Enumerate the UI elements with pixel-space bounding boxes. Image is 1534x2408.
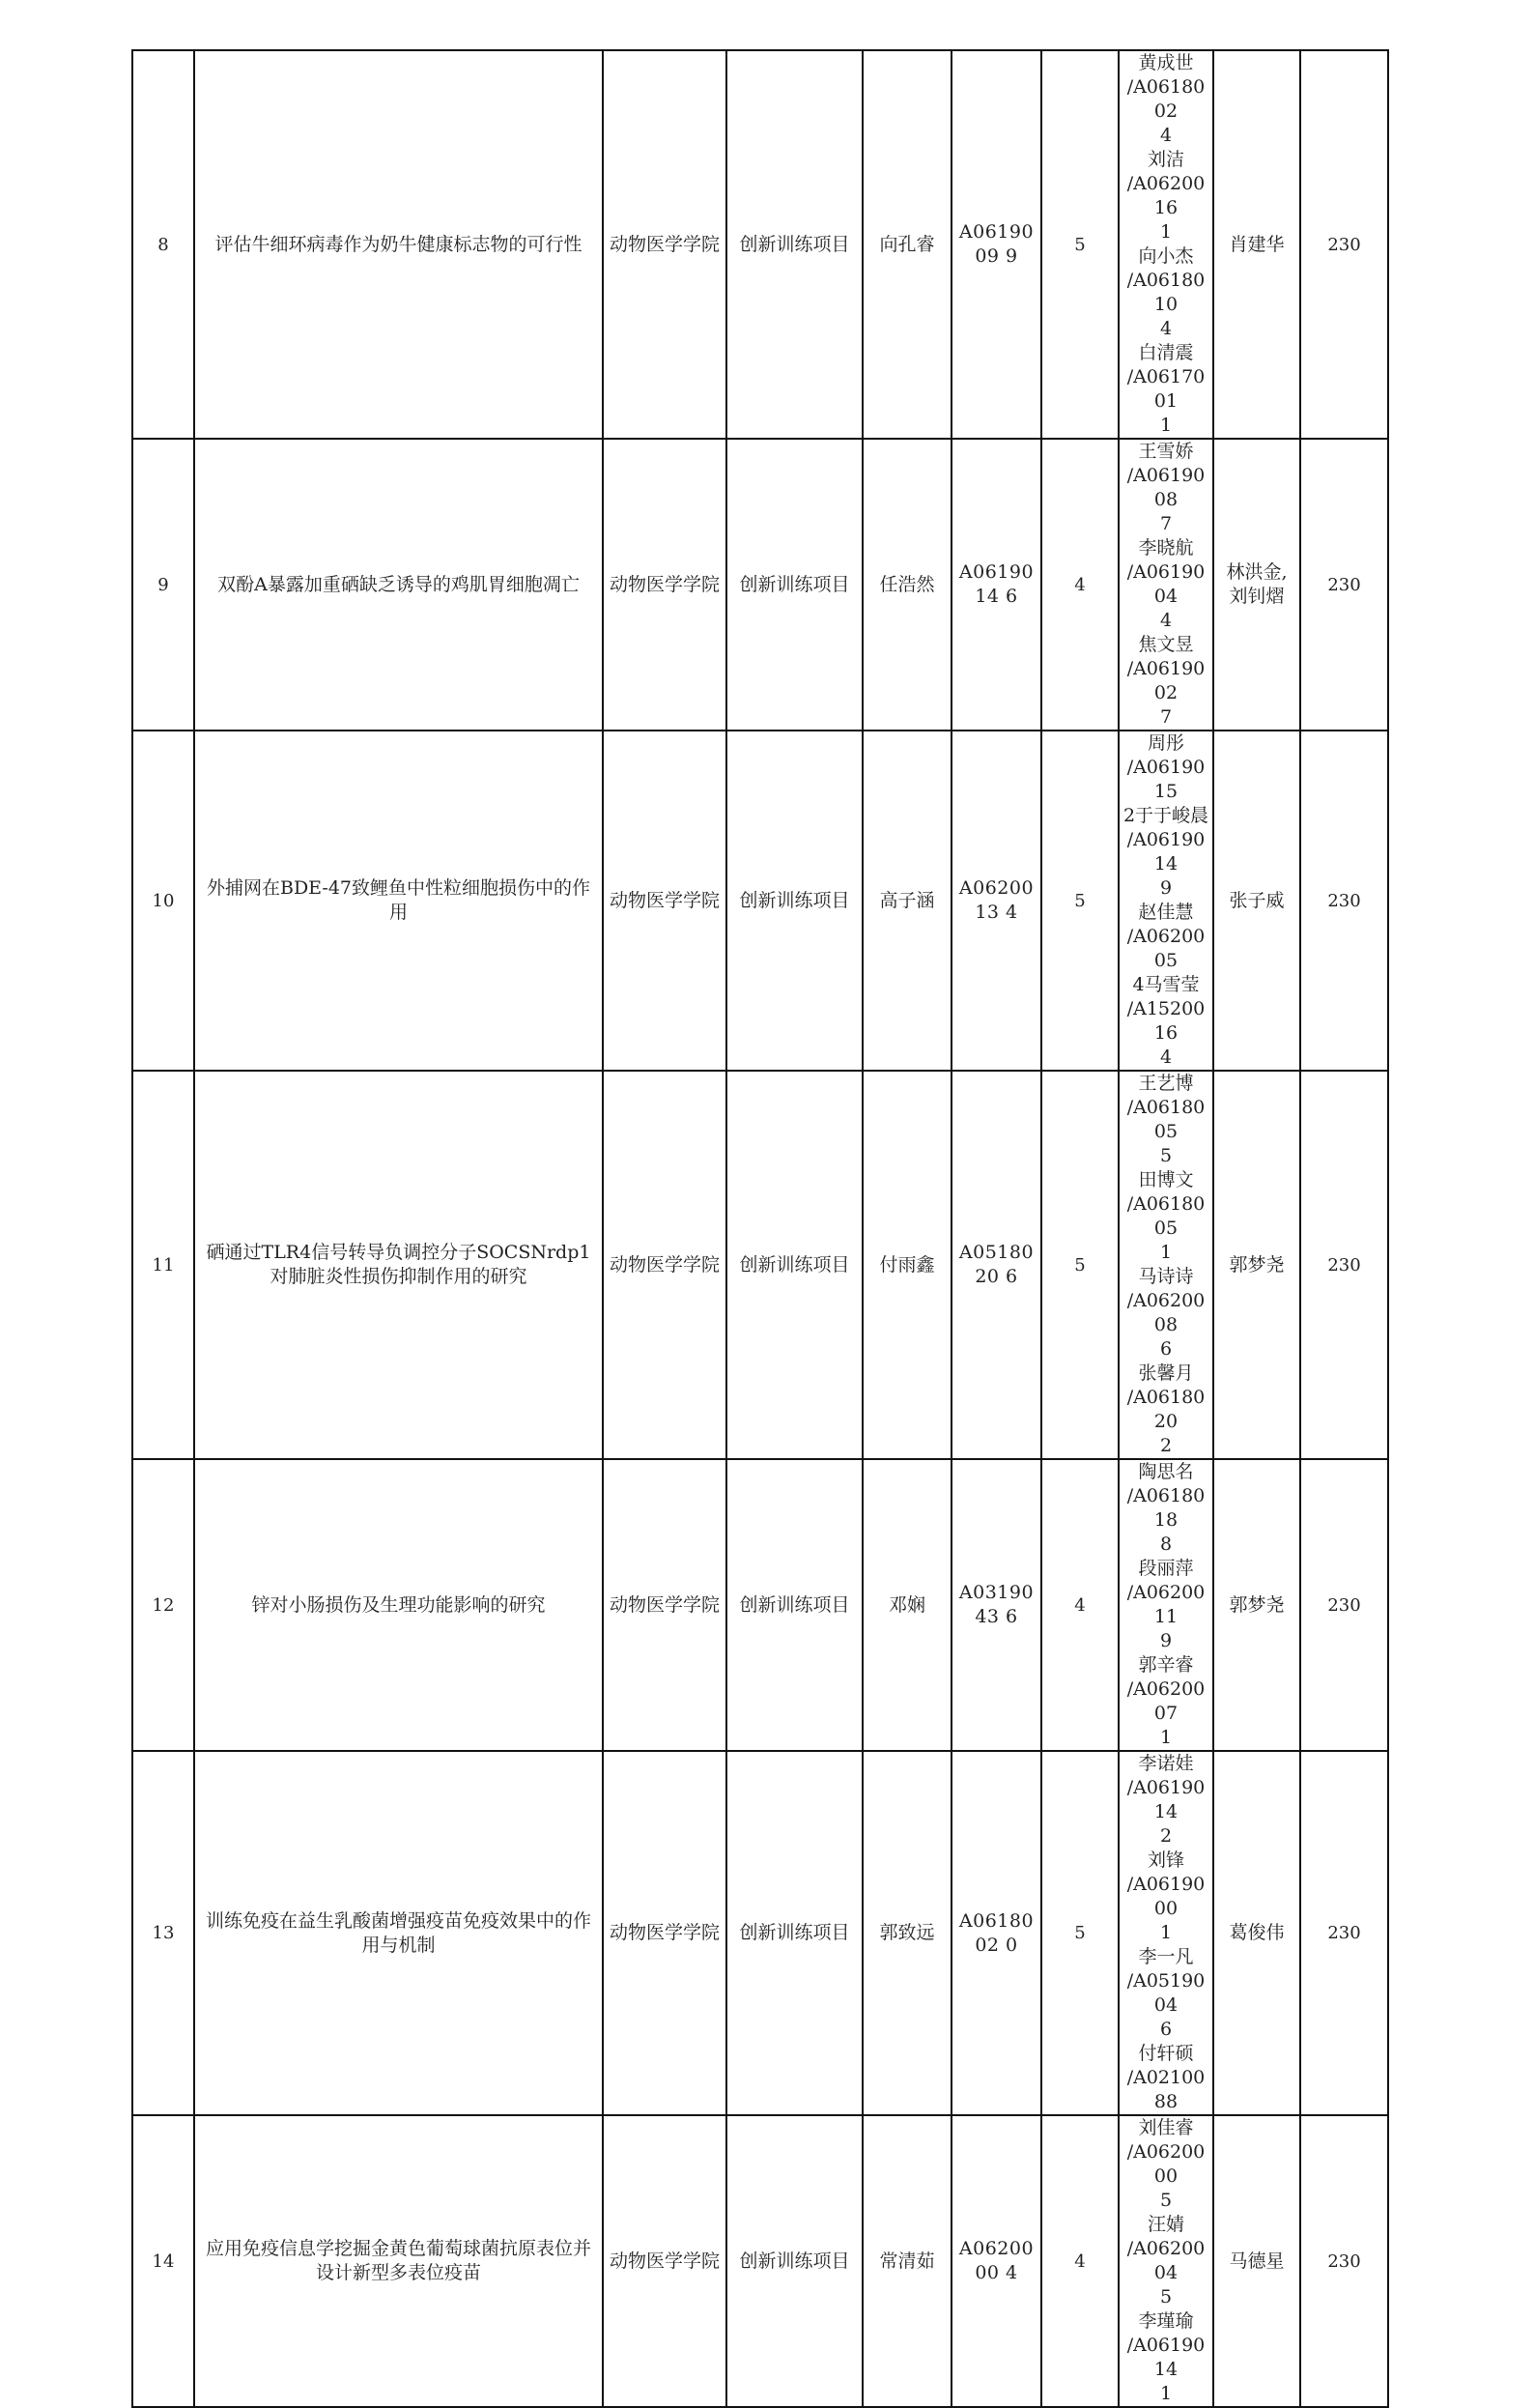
- member-line: 王艺博: [1138, 1073, 1194, 1094]
- member-line: /A0618005: [1126, 1193, 1206, 1239]
- leader-id: A0619014 6: [952, 439, 1041, 731]
- member-line: 汪婧: [1147, 2214, 1184, 2235]
- member-line: /A0619008: [1126, 465, 1206, 510]
- project-type: 创新训练项目: [726, 439, 863, 731]
- college: 动物医学学院: [603, 1751, 726, 2115]
- member-line: /A0519004: [1126, 1970, 1206, 2016]
- leader-name: 向孔睿: [863, 50, 952, 439]
- member-line: 7: [1159, 513, 1173, 534]
- member-line: 8: [1159, 1534, 1173, 1555]
- leader-name: 常清茹: [863, 2115, 952, 2407]
- project-title: 外捕网在BDE-47致鲤鱼中性粒细胞损伤中的作用: [194, 731, 603, 1071]
- project-type: 创新训练项目: [726, 50, 863, 439]
- college: 动物医学学院: [603, 50, 726, 439]
- member-line: 2: [1159, 1825, 1173, 1847]
- project-title: 双酚A暴露加重硒缺乏诱导的鸡肌胃细胞凋亡: [194, 439, 603, 731]
- member-line: /A0619014: [1126, 829, 1206, 874]
- member-line: 1: [1159, 415, 1173, 436]
- member-line: /A0619015: [1126, 757, 1206, 802]
- table-row: [132, 1459, 1388, 1751]
- member-line: 王雪娇: [1138, 441, 1194, 462]
- college: 动物医学学院: [603, 1071, 726, 1459]
- project-type: 创新训练项目: [726, 1751, 863, 2115]
- member-line: 4: [1159, 610, 1173, 631]
- member-line: 1: [1159, 221, 1173, 243]
- members-cell: [1119, 439, 1213, 731]
- project-type: 创新训练项目: [726, 2115, 863, 2407]
- project-title: 硒通过TLR4信号转导负调控分子SOCSNrdp1对肺脏炎性损伤抑制作用的研究: [194, 1071, 603, 1459]
- advisor: 郭梦尧: [1213, 1459, 1300, 1751]
- member-count: 5: [1041, 50, 1119, 439]
- members-cell: [1119, 1071, 1213, 1459]
- member-line: 4: [1159, 1046, 1173, 1068]
- funding: 230: [1300, 731, 1388, 1071]
- member-line: 1: [1159, 1242, 1173, 1263]
- member-line: /A0618018: [1126, 1485, 1206, 1531]
- member-line: 1: [1159, 1727, 1173, 1748]
- table-row: [132, 731, 1388, 1071]
- advisor: 马德星: [1213, 2115, 1300, 2407]
- member-line: 赵佳慧: [1138, 902, 1194, 923]
- funding: 230: [1300, 1071, 1388, 1459]
- member-line: 5: [1159, 1145, 1173, 1166]
- member-line: 4: [1159, 125, 1173, 146]
- member-line: 黄成世: [1138, 52, 1194, 73]
- member-line: /A0620005: [1126, 926, 1206, 971]
- member-line: 1: [1159, 1922, 1173, 1943]
- advisor: 葛俊伟: [1213, 1751, 1300, 2115]
- member-line: 9: [1159, 877, 1173, 899]
- member-line: /A0617001: [1126, 366, 1206, 412]
- member-line: 5: [1159, 2190, 1173, 2211]
- member-line: /A1520016: [1126, 998, 1206, 1044]
- leader-id: A0319043 6: [952, 1459, 1041, 1751]
- project-title: 训练免疫在益生乳酸菌增强疫苗免疫效果中的作用与机制: [194, 1751, 603, 2115]
- member-line: 1: [1159, 2383, 1173, 2404]
- member-line: 张馨月: [1138, 1362, 1194, 1384]
- row-number: 12: [132, 1459, 194, 1751]
- leader-name: 郭致远: [863, 1751, 952, 2115]
- table-row: [132, 1071, 1388, 1459]
- members-cell: [1119, 1459, 1213, 1751]
- member-line: 李一凡: [1138, 1946, 1194, 1967]
- member-line: 李晓航: [1138, 537, 1194, 559]
- member-count: 4: [1041, 1459, 1119, 1751]
- advisor: 肖建华: [1213, 50, 1300, 439]
- member-line: /A0618020: [1126, 1387, 1206, 1432]
- member-line: 田博文: [1138, 1169, 1194, 1190]
- member-line: 向小杰: [1138, 245, 1194, 267]
- member-count: 4: [1041, 439, 1119, 731]
- member-line: 9: [1159, 1630, 1173, 1651]
- funding: 230: [1300, 2115, 1388, 2407]
- advisor: 张子威: [1213, 731, 1300, 1071]
- funding: 230: [1300, 50, 1388, 439]
- member-line: 陶思名: [1138, 1461, 1194, 1482]
- member-line: /A0618005: [1126, 1097, 1206, 1142]
- funding: 230: [1300, 1459, 1388, 1751]
- leader-id: A0619009 9: [952, 50, 1041, 439]
- member-line: /A0620011: [1126, 1582, 1206, 1627]
- row-number: 11: [132, 1071, 194, 1459]
- member-line: 5: [1159, 2286, 1173, 2308]
- leader-id: A0620013 4: [952, 731, 1041, 1071]
- member-line: 6: [1159, 2019, 1173, 2040]
- leader-id: A0518020 6: [952, 1071, 1041, 1459]
- table-row: [132, 439, 1388, 731]
- member-line: 刘佳睿: [1138, 2117, 1194, 2138]
- row-number: 9: [132, 439, 194, 731]
- table-row: [132, 1751, 1388, 2115]
- member-line: /A0620008: [1126, 1290, 1206, 1335]
- funding: 230: [1300, 439, 1388, 731]
- table-row: [132, 50, 1388, 439]
- leader-name: 任浩然: [863, 439, 952, 731]
- funding: 230: [1300, 1751, 1388, 2115]
- member-line: /A0620004: [1126, 2238, 1206, 2283]
- member-count: 5: [1041, 731, 1119, 1071]
- advisor: 林洪金,刘钊熠: [1213, 439, 1300, 731]
- leader-name: 邓娴: [863, 1459, 952, 1751]
- leader-name: 付雨鑫: [863, 1071, 952, 1459]
- member-line: 7: [1159, 706, 1173, 728]
- college: 动物医学学院: [603, 2115, 726, 2407]
- row-number: 14: [132, 2115, 194, 2407]
- college: 动物医学学院: [603, 439, 726, 731]
- member-count: 4: [1041, 2115, 1119, 2407]
- row-number: 13: [132, 1751, 194, 2115]
- member-line: 6: [1159, 1338, 1173, 1360]
- leader-id: A0618002 0: [952, 1751, 1041, 2115]
- member-line: /A0619004: [1126, 561, 1206, 607]
- college: 动物医学学院: [603, 731, 726, 1071]
- project-title: 锌对小肠损伤及生理功能影响的研究: [194, 1459, 603, 1751]
- advisor: 郭梦尧: [1213, 1071, 1300, 1459]
- member-line: 周彤: [1147, 732, 1184, 754]
- row-number: 8: [132, 50, 194, 439]
- members-cell: [1119, 1751, 1213, 2115]
- member-line: /A0620016: [1126, 173, 1206, 218]
- member-line: /A0620000: [1126, 2141, 1206, 2187]
- member-line: 刘洁: [1147, 149, 1184, 170]
- member-line: 段丽萍: [1138, 1558, 1194, 1579]
- project-type: 创新训练项目: [726, 1459, 863, 1751]
- member-line: 2于于峻晨: [1122, 805, 1209, 826]
- member-count: 5: [1041, 1071, 1119, 1459]
- member-line: /A0620007: [1126, 1678, 1206, 1724]
- member-line: 白清震: [1138, 342, 1194, 363]
- leader-name: 高子涵: [863, 731, 952, 1071]
- leader-id: A0620000 4: [952, 2115, 1041, 2407]
- project-table: [131, 49, 1389, 2408]
- member-line: 2: [1159, 1435, 1173, 1456]
- member-line: /A0619002: [1126, 658, 1206, 703]
- member-line: 焦文昱: [1138, 634, 1194, 655]
- member-line: 刘锋: [1147, 1849, 1184, 1871]
- member-line: /A0618010: [1126, 270, 1206, 315]
- member-count: 5: [1041, 1751, 1119, 2115]
- project-title: 应用免疫信息学挖掘金黄色葡萄球菌抗原表位并设计新型多表位疫苗: [194, 2115, 603, 2407]
- project-title: 评估牛细环病毒作为奶牛健康标志物的可行性: [194, 50, 603, 439]
- table-row: [132, 2115, 1388, 2407]
- member-line: 付轩硕: [1138, 2043, 1194, 2064]
- member-line: /A0619014: [1126, 1777, 1206, 1822]
- member-line: /A0619014: [1126, 2335, 1206, 2380]
- row-number: 10: [132, 731, 194, 1071]
- member-line: 李诺娃: [1138, 1753, 1194, 1774]
- member-line: /A0618002: [1126, 76, 1206, 122]
- members-cell: [1119, 731, 1213, 1071]
- members-cell: [1119, 50, 1213, 439]
- project-type: 创新训练项目: [726, 1071, 863, 1459]
- project-type: 创新训练项目: [726, 731, 863, 1071]
- member-line: 马诗诗: [1138, 1266, 1194, 1287]
- members-cell: [1119, 2115, 1213, 2407]
- member-line: 李瑾瑜: [1138, 2310, 1194, 2332]
- member-line: 郭辛睿: [1138, 1654, 1194, 1676]
- member-line: 4马雪莹: [1132, 974, 1200, 995]
- member-line: /A0210088: [1126, 2067, 1206, 2112]
- member-line: /A0619000: [1126, 1874, 1206, 1919]
- college: 动物医学学院: [603, 1459, 726, 1751]
- member-line: 4: [1159, 318, 1173, 339]
